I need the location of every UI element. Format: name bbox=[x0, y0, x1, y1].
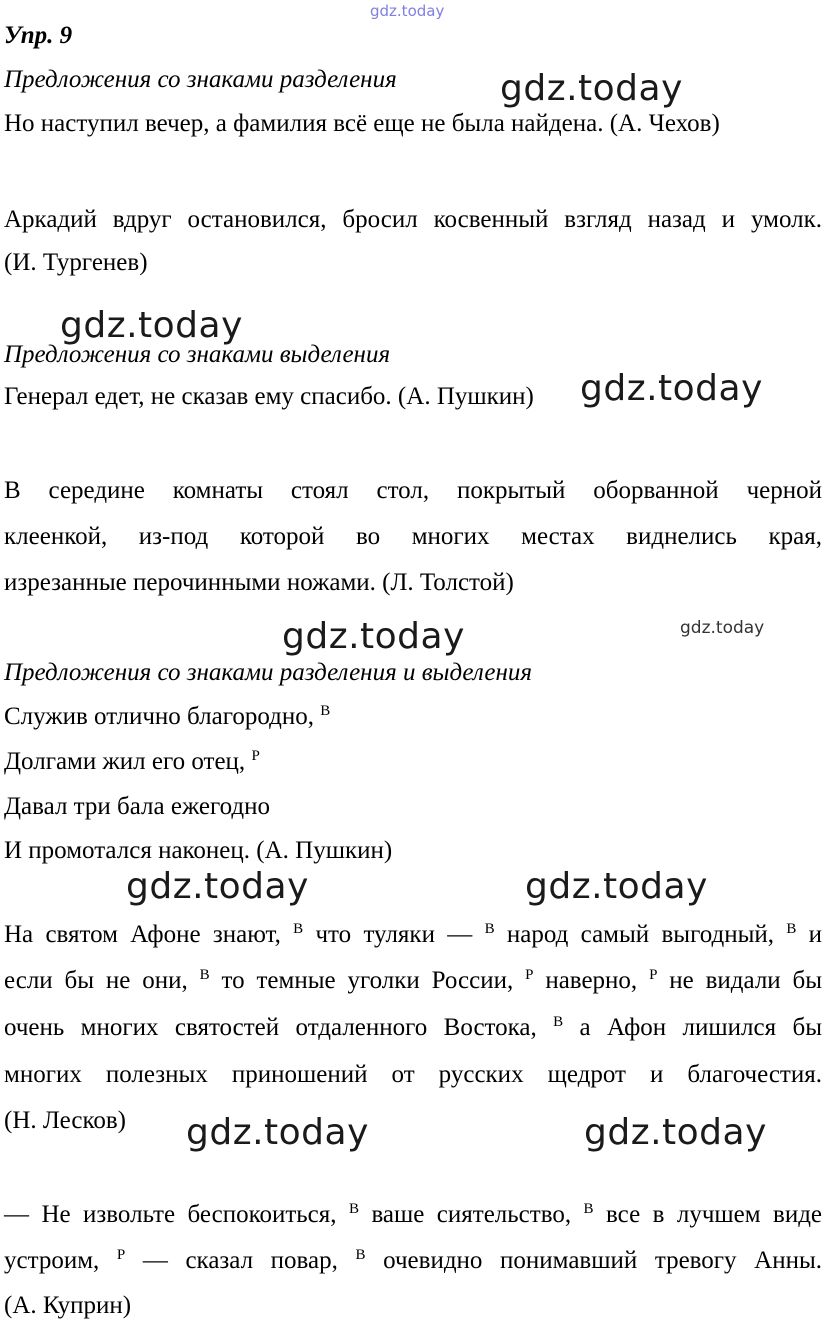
watermark: gdz.today bbox=[282, 616, 465, 657]
leskov-line4: многих полезных приношений от русских щедрот и благочестия. bbox=[4, 1061, 822, 1088]
poem-line: Давал три бала ежегодно bbox=[4, 793, 271, 820]
watermark: gdz.today bbox=[60, 305, 243, 346]
sentence-pushkin: Генерал едет, не сказав ему спасибо. (А. Пушкин) bbox=[4, 383, 534, 410]
mark-v: В bbox=[320, 703, 331, 719]
exercise-title: Упр. 9 bbox=[4, 22, 73, 49]
watermark: gdz.today bbox=[525, 866, 708, 907]
poem-line: Долгами жил его отец, $^Р$ bbox=[4, 748, 260, 775]
sentence-chekhov: Но наступил вечер, а фамилия всё еще не была найдена. (А. Чехов) bbox=[4, 110, 720, 137]
watermark: gdz.today bbox=[186, 1112, 369, 1153]
leskov-line1: На святом Афоне знают, $^В$ что туляки — $^В$ народ самый выгодный, $^В$ и bbox=[4, 921, 823, 948]
watermark: gdz.today bbox=[580, 368, 763, 409]
sentence-turgenev-author: (И. Тургенев) bbox=[4, 249, 148, 276]
sentence-tolstoy-line3: изрезанные перочинными ножами. (Л. Толстой) bbox=[4, 569, 514, 596]
section-heading-separation: Предложения со знаками разделения bbox=[4, 66, 397, 93]
leskov-line3: очень многих святостей отдаленного Востока, $^В$ а Афон лишился бы bbox=[4, 1014, 822, 1041]
watermark-top: gdz.today bbox=[370, 2, 445, 20]
leskov-line2: если бы не они, $^В$ то темные уголки России, $^Р$ наверно, $^Р$ не видали бы bbox=[4, 967, 823, 994]
mark-r: Р bbox=[251, 748, 260, 764]
sentence-tolstoy-line2: клеенкой, из-под которой во многих местах виднелись края, bbox=[4, 523, 822, 550]
watermark: gdz.today bbox=[584, 1112, 767, 1153]
leskov-author: (Н. Лесков) bbox=[4, 1107, 126, 1134]
section-heading-isolation: Предложения со знаками выделения bbox=[4, 341, 391, 368]
kuprin-line2: устроим, $^Р$ — сказал повар, $^В$ очевидно понимавший тревогу Анны. bbox=[4, 1247, 823, 1274]
sentence-tolstoy-line1: В середине комнаты стоял стол, покрытый оборванной черной bbox=[4, 477, 822, 504]
section-heading-both: Предложения со знаками разделения и выделения bbox=[4, 659, 533, 686]
watermark-small: gdz.today bbox=[680, 618, 765, 638]
poem-line: И промотался наконец. (А. Пушкин) bbox=[4, 837, 393, 864]
poem-line: Служив отлично благородно, $^В$ bbox=[4, 703, 331, 730]
watermark: gdz.today bbox=[126, 866, 309, 907]
watermark: gdz.today bbox=[500, 68, 683, 109]
sentence-turgenev: Аркадий вдруг остановился, бросил косвенный взгляд назад и умолк. bbox=[4, 206, 822, 233]
kuprin-author: (А. Куприн) bbox=[4, 1292, 132, 1319]
kuprin-line1: — Не извольте беспокоиться, $^В$ ваше сиятельство, $^В$ все в лучшем виде bbox=[4, 1201, 823, 1228]
